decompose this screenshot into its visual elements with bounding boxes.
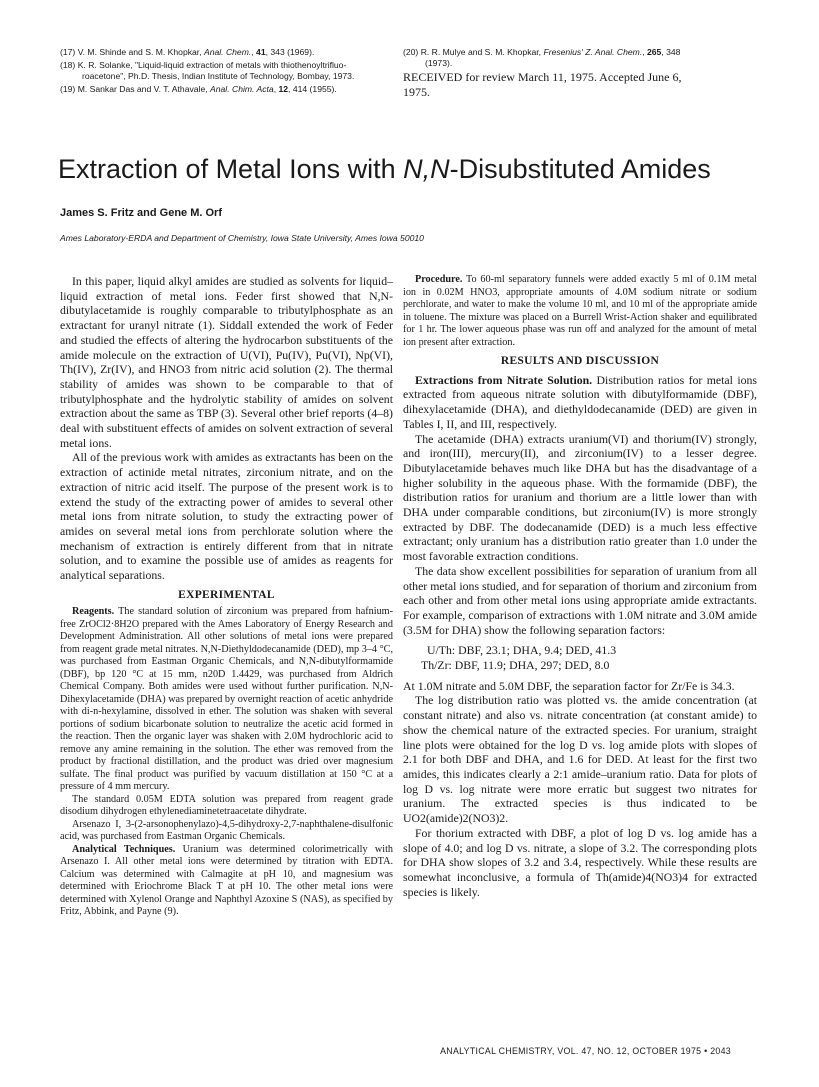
data-paragraph: The data show excellent possibilities for separation of uranium from all other metal ions studied, and for separation of thorium and zirconium from each other and from other metal ions using appropriate amide extractants. For example, comparison of extractions with 1.0M nitrate and 3.0M amide (3.5M for DHA) show the following separation factors: (403, 563, 757, 637)
analytical-paragraph: Analytical Techniques. Uranium was determined colorimetrically with Arsenazo I. All other metal ions were determined by titration with EDTA. Calcium was determined with Calmagite at pH 10, and magnesium was determined with Eriochrome Black T at pH 10. The other metal ions were determined with Xylenol Orange and Naphthyl Azoxine S (NAS), as specified by Fritz, Abbink, and Payne (9). (60, 843, 393, 918)
page-footer: ANALYTICAL CHEMISTRY, VOL. 47, NO. 12, OCTOBER 1975 • 2043 (440, 1046, 731, 1056)
experimental-heading: EXPERIMENTAL (178, 588, 275, 601)
references-left (60, 47, 395, 95)
log-paragraph: The log distribution ratio was plotted vs. the amide concentration (at constant nitrate) and also vs. nitrate concentration (at constant amide) to show the chemical nature of the extracted species. For uranium, straight line plots were obtained for the log D vs. log amide plots with slopes of 2.1 for both DBF and DHA, and 1.6 for DED. At least for the first two amides, this indicates clearly a 2:1 amide–uranium ratio. Data for plots of log D vs. log nitrate were more erratic but suggest two nitrates for uranium. The extracted species is thus indicated to be UO2(amide)2(NO3)2. (403, 693, 757, 826)
edta-paragraph: The standard 0.05M EDTA solution was prepared from reagent grade disodium dihydrogen ethylenediaminetetraacetate dihydrate. (60, 793, 393, 818)
reference-18-cont: roacetone", Ph.D. Thesis, Indian Institute of Technology, Bombay, 1973. (82, 71, 355, 81)
authors: James S. Fritz and Gene M. Orf (60, 207, 222, 219)
reagents-paragraph: Reagents. The standard solution of zirconium was prepared from hafnium-free ZrOCl2·8H2O prepared with the Ames Laboratory of Energy Research and Development Administration. All other solutions of metal ions were prepared from reagent grade metal nitrates. N,N-Diethyldodecanamide (DED), mp 3–4 °C, was purchased from Eastman Organic Chemicals, and N,N-dibutylformamide (DBF), bp 120 °C at 15 mm, n20D 1.4429, was purchased from Aldrich Chemical Company. Both amides were used without further purification. N,N-Dihexylacetamide (DHA) was prepared by overnight reaction of acetic anhydride with di-n-hexylamine, dissolved in ether. The solution was shaken with several portions of sodium bicarbonate solution to neutralize the acetic acid formed in the reaction. Then the organic layer was shaken with 2.0M hydrochloric acid to remove any amine remaining in the solution. The ether was removed from the product by fractional distillation, and the product was dried over magnesium sulfate. The final product was purified by vacuum distillation at 150 °C at a pressure of 4 mm mercury. (60, 606, 393, 793)
arsenazo-paragraph: Arsenazo I, 3-(2-arsonophenylazo)-4,5-dihydroxy-2,7-naphthalene-disulfonic acid, was purchased from Eastman Organic Chemicals. (60, 818, 393, 843)
left-column (60, 274, 393, 919)
reference-20: (20) R. R. Mulye and S. M. Khopkar, Fresenius' Z. Anal. Chem., 265, 348 (403, 47, 681, 57)
reference-17: (17) V. M. Shinde and S. M. Khopkar, Anal. Chem., 41, 343 (1969). (60, 47, 315, 57)
reference-18: (18) K. R. Solanke, "Liquid-liquid extraction of metals with thiothenoyltrifluo- (60, 60, 347, 70)
thorium-paragraph: For thorium extracted with DBF, a plot of log D vs. log amide has a slope of 4.0; and log D vs. nitrate, a slope of 3.2. The corresponding plots for DHA show slopes of 3.2 and 3.4, respectively. While these results are somewhat inconclusive, a formula of Th(amide)4(NO3)4 for extracted species is likely. (403, 825, 757, 899)
procedure-paragraph: Procedure. To 60-ml separatory funnels were added exactly 5 ml of 0.1M metal ion in 0.02M HNO3, appropriate amounts of 4.0M sodium nitrate or sodium perchlorate, and water to make the volume 10 ml, and 10 ml of the appropriate amide in toluene. The mixture was placed on a Burrell Wrist-Action shaker and equilibrated for 1 hr. The lower aqueous phase was run off and analyzed for the amount of metal ion present after extraction. (403, 274, 757, 348)
at-nitrate-paragraph: At 1.0M nitrate and 5.0M DBF, the separation factor for Zr/Fe is 34.3. (403, 678, 735, 693)
article-title: Extraction of Metal Ions with N,N-Disubstituted Amides (58, 154, 711, 184)
affiliation: Ames Laboratory-ERDA and Department of Chemistry, Iowa State University, Ames Iowa 50010 (60, 233, 424, 243)
intro-paragraph-1: In this paper, liquid alkyl amides are studied as solvents for liquid–liquid extraction of metal ions. Feder first showed that N,N-dibutylacetamide is roughly comparable to tributylphosphate as an extractant for uranyl nitrate (1). Siddall extended the work of Feder and studied the effects of altering the hydrocarbon substituents of the amide molecule on the extraction of U(VI), Pu(IV), Pu(VI), Np(VI), Th(IV), Zr(IV), and HNO3 from nitric acid solution (2). The thermal stability of amides was shown to be comparable to that of tributylphosphate and the hydrolytic stability of amides on solvent extraction about the same as TBP (3). Several other brief reports (4–8) deal with substituent effects of amides on solvent extraction of several metal ions. (60, 274, 393, 450)
ratio-th-zr: Th/Zr: DBF, 11.9; DHA, 297; DED, 8.0 (421, 658, 610, 673)
results-heading: RESULTS AND DISCUSSION (500, 355, 660, 367)
references-right (403, 47, 763, 69)
right-column (403, 274, 757, 899)
reference-20-cont: (1973). (425, 58, 453, 68)
ratio-u-th: U/Th: DBF, 23.1; DHA, 9.4; DED, 41.3 (427, 643, 617, 658)
nitrate-paragraph: Extractions from Nitrate Solution. Distribution ratios for metal ions extracted from aqueous nitrate solution with dibutylformamide (DBF), dihexylacetamide (DHA), and diethyldodecanamide (DED) are given in Tables I, II, and III, respectively. (403, 372, 757, 431)
separation-factors (403, 643, 757, 672)
reference-19: (19) M. Sankar Das and V. T. Athavale, Anal. Chim. Acta, 12, 414 (1955). (60, 84, 337, 94)
received-note: RECEIVED for review March 11, 1975. Accepted June 6, 1975. (403, 70, 682, 99)
acetamide-paragraph: The acetamide (DHA) extracts uranium(VI) and thorium(IV) strongly, and iron(III), mercury(II), and zirconium(IV) to a lesser degree. Dibutylacetamide behaves much like DHA but has the disadvantage of a higher solubility in the aqueous phase. With the formamide (DBF), the distribution ratios for uranium and thorium are a little lower than with DHA under comparable conditions, but zirconium(IV) is more strongly extracted by DBF. The dodecanamide (DED) is a much less effective extractant; only uranium has a distribution ratio greater than 1.0 under the most favorable extraction conditions. (403, 431, 757, 564)
intro-paragraph-2: All of the previous work with amides as extractants has been on the extraction of actinide metal nitrates, zirconium nitrate, and on the extraction of nitric acid itself. The purpose of the present work is to extend the study of the extracting power of amides to several other metal ions from nitrate solution, to study the extracting power of amides on several metal ions from perchlorate solution where the mechanism of extraction is entirely different from that in nitrate solution, and to examine the possible use of amides as reagents for analytical separations. (60, 450, 393, 583)
